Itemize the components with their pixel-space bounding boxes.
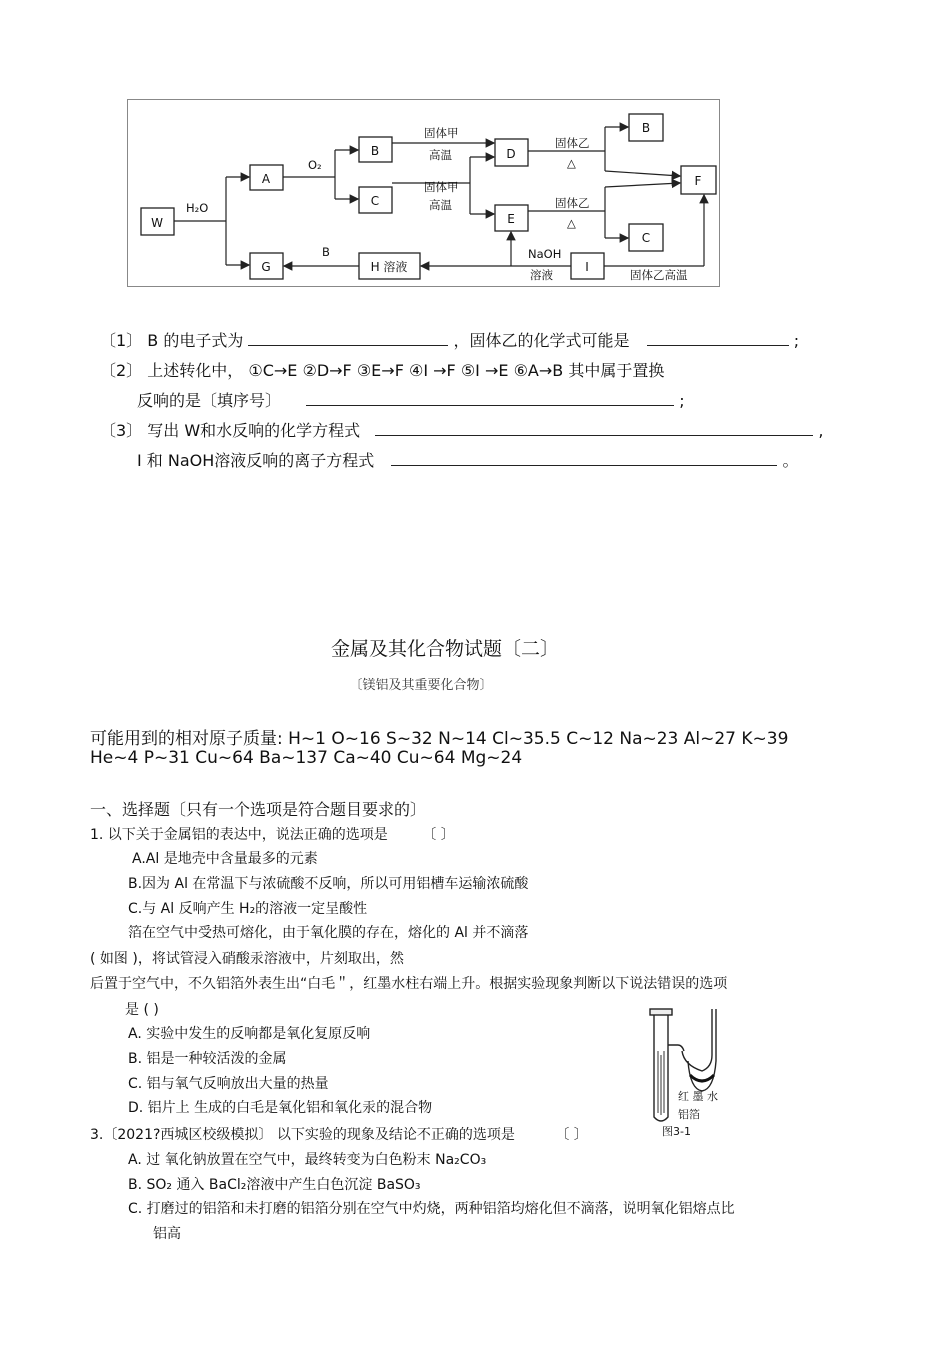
label-naoh: NaOH <box>528 247 562 261</box>
label-o2: O₂ <box>308 158 322 172</box>
figure-test-tube-svg <box>648 1005 726 1137</box>
answer-blank-displacement[interactable] <box>306 388 674 406</box>
answer-blank-w-equation[interactable] <box>375 418 813 436</box>
mc-question-2-option-b[interactable]: B. 铝是一种较活泼的金属 <box>128 1051 287 1067</box>
question-3-line-1 <box>100 418 823 441</box>
mc-question-3-text: 3.〔2021?西城区校级模拟〕 以下实验的现象及结论不正确的选项是 <box>90 1127 515 1143</box>
figure-caption: 图3-1 <box>662 1125 691 1137</box>
node-c-mid-label: C <box>370 194 380 208</box>
mc-question-2-line-1: ( 如图 )，将试管浸入硝酸汞溶液中，片刻取出，然 <box>90 951 404 967</box>
mc-question-1-option-b[interactable]: B.因为 Al 在常温下与浓硫酸不反响，所以可用铝槽车运输浓硫酸 <box>128 876 529 892</box>
mc-question-3-answer-slot[interactable]: 〔 〕 <box>555 1127 588 1143</box>
mc-question-3-option-a[interactable]: A. 过 氧化钠放置在空气中，最终转变为白色粉末 Na₂CO₃ <box>128 1152 487 1168</box>
node-w-label: W <box>151 216 163 230</box>
node-e-label: E <box>507 212 515 226</box>
mc-question-1-option-a[interactable]: A.Al 是地壳中含量最多的元素 <box>132 851 318 867</box>
mc-question-1-option-d-fragment: 箔在空气中受热可熔化，由于氧化膜的存在，熔化的 Al 并不滴落 <box>128 925 529 941</box>
answer-blank-electron-formula[interactable] <box>248 328 448 346</box>
mc-question-1-option-c[interactable]: C.与 Al 反响产生 H₂的溶液一定呈酸性 <box>128 901 368 917</box>
mc-question-2-option-c[interactable]: C. 铝与氧气反响放出大量的热量 <box>128 1076 329 1092</box>
label-b-arrow: B <box>322 245 330 259</box>
mc-question-1-stem <box>90 824 455 844</box>
node-i-label: I <box>585 260 589 274</box>
node-g-label: G <box>261 260 271 274</box>
figure-test-tube-apparatus <box>648 1005 726 1137</box>
label-solid-a-1: 固体甲 <box>424 126 459 140</box>
mc-question-3-option-b[interactable]: B. SO₂ 通入 BaCl₂溶液中产生白色沉淀 BaSO₃ <box>128 1177 421 1193</box>
atomic-mass-line-1: 可能用到的相对原子质量: H~1 O~16 S~32 N~14 Cl~35.5 C~12 Na~23 Al~27 K~39 <box>90 729 789 749</box>
mc-question-2-line-2: 后置于空气中，不久铝箔外表生出“白毛＂，红墨水柱右端上升。根据实验现象判断以下说法错误的选项 <box>90 976 728 992</box>
node-f-label: F <box>694 174 702 188</box>
node-b-top-label: B <box>370 144 380 158</box>
node-h-label: H 溶液 <box>370 260 408 274</box>
question-1-line <box>100 328 799 351</box>
label-solution: 溶液 <box>530 268 553 282</box>
question-1-text: 〔1〕 B 的电子式为 <box>100 331 244 350</box>
question-2-text: 反响的是〔填序号〕 <box>137 391 282 410</box>
label-high-temp-1: 高温 <box>429 148 452 162</box>
label-triangle-1: △ <box>567 156 576 170</box>
question-3-text: 〔3〕 写出 W和水反响的化学方程式 <box>100 421 361 440</box>
figure-label-red-ink: 红 墨 水 <box>678 1090 718 1103</box>
label-solid-b-2: 固体乙 <box>555 196 590 210</box>
question-2-line-2 <box>137 388 685 411</box>
mc-question-3-option-c-cont: 铝高 <box>153 1226 181 1242</box>
question-2-end: ; <box>679 391 685 410</box>
label-solid-b-high: 固体乙高温 <box>630 268 688 282</box>
answer-blank-ionic-equation[interactable] <box>391 448 777 466</box>
node-a-label: A <box>261 172 271 186</box>
node-b-right-label: B <box>641 121 651 135</box>
question-3-end: , <box>818 421 824 440</box>
mc-question-3-stem <box>90 1124 588 1144</box>
answer-blank-solid-b-formula[interactable] <box>647 328 789 346</box>
mc-question-2-line-3[interactable]: 是 ( ) <box>125 1002 159 1018</box>
label-h2o: H₂O <box>186 201 209 215</box>
node-c-right-label: C <box>641 231 651 245</box>
label-solid-b-1: 固体乙 <box>555 136 590 150</box>
page-title: 金属及其化合物试题〔二〕 <box>330 638 559 660</box>
mc-question-2-option-d[interactable]: D. 铝片上 生成的白毛是氧化铝和氧化汞的混合物 <box>128 1100 433 1116</box>
question-3-line-2 <box>137 448 799 471</box>
question-3-text-b: I 和 NaOH溶液反响的离子方程式 <box>137 451 375 470</box>
reaction-flow-diagram <box>127 99 720 287</box>
mc-question-2-option-a[interactable]: A. 实验中发生的反响都是氧化复原反响 <box>128 1026 371 1042</box>
question-1-text-b: ，固体乙的化学式可能是 <box>453 331 630 350</box>
mc-question-1-answer-slot[interactable]: 〔 〕 <box>422 827 455 843</box>
question-3-b-end: 。 <box>782 451 799 470</box>
page-subtitle: 〔镁铝及其重要化合物〕 <box>349 678 493 693</box>
node-d-label: D <box>506 147 516 161</box>
mc-question-3-option-c[interactable]: C. 打磨过的铝箔和未打磨的铝箔分别在空气中灼烧，两种铝箔均熔化但不滴落，说明氧化铝熔点比 <box>128 1201 735 1217</box>
label-high-temp-2: 高温 <box>429 198 452 212</box>
question-2-line-1: 〔2〕 上述转化中， ①C→E ②D→F ③E→F ④I →F ⑤I →E ⑥A→B 其中属于置换 <box>100 361 665 380</box>
label-triangle-2: △ <box>567 216 576 230</box>
label-solid-a-2: 固体甲 <box>424 180 459 194</box>
section-heading: 一、选择题〔只有一个选项是符合题目要求的〕 <box>90 800 427 819</box>
figure-label-foil: 铝箔 <box>678 1108 700 1121</box>
flow-diagram-svg <box>127 99 720 287</box>
question-1-end: ; <box>793 331 800 350</box>
mc-question-1-text: 1. 以下关于金属铝的表达中，说法正确的选项是 <box>90 827 388 843</box>
atomic-mass-line-2: He~4 P~31 Cu~64 Ba~137 Ca~40 Cu~64 Mg~24 <box>90 748 523 768</box>
